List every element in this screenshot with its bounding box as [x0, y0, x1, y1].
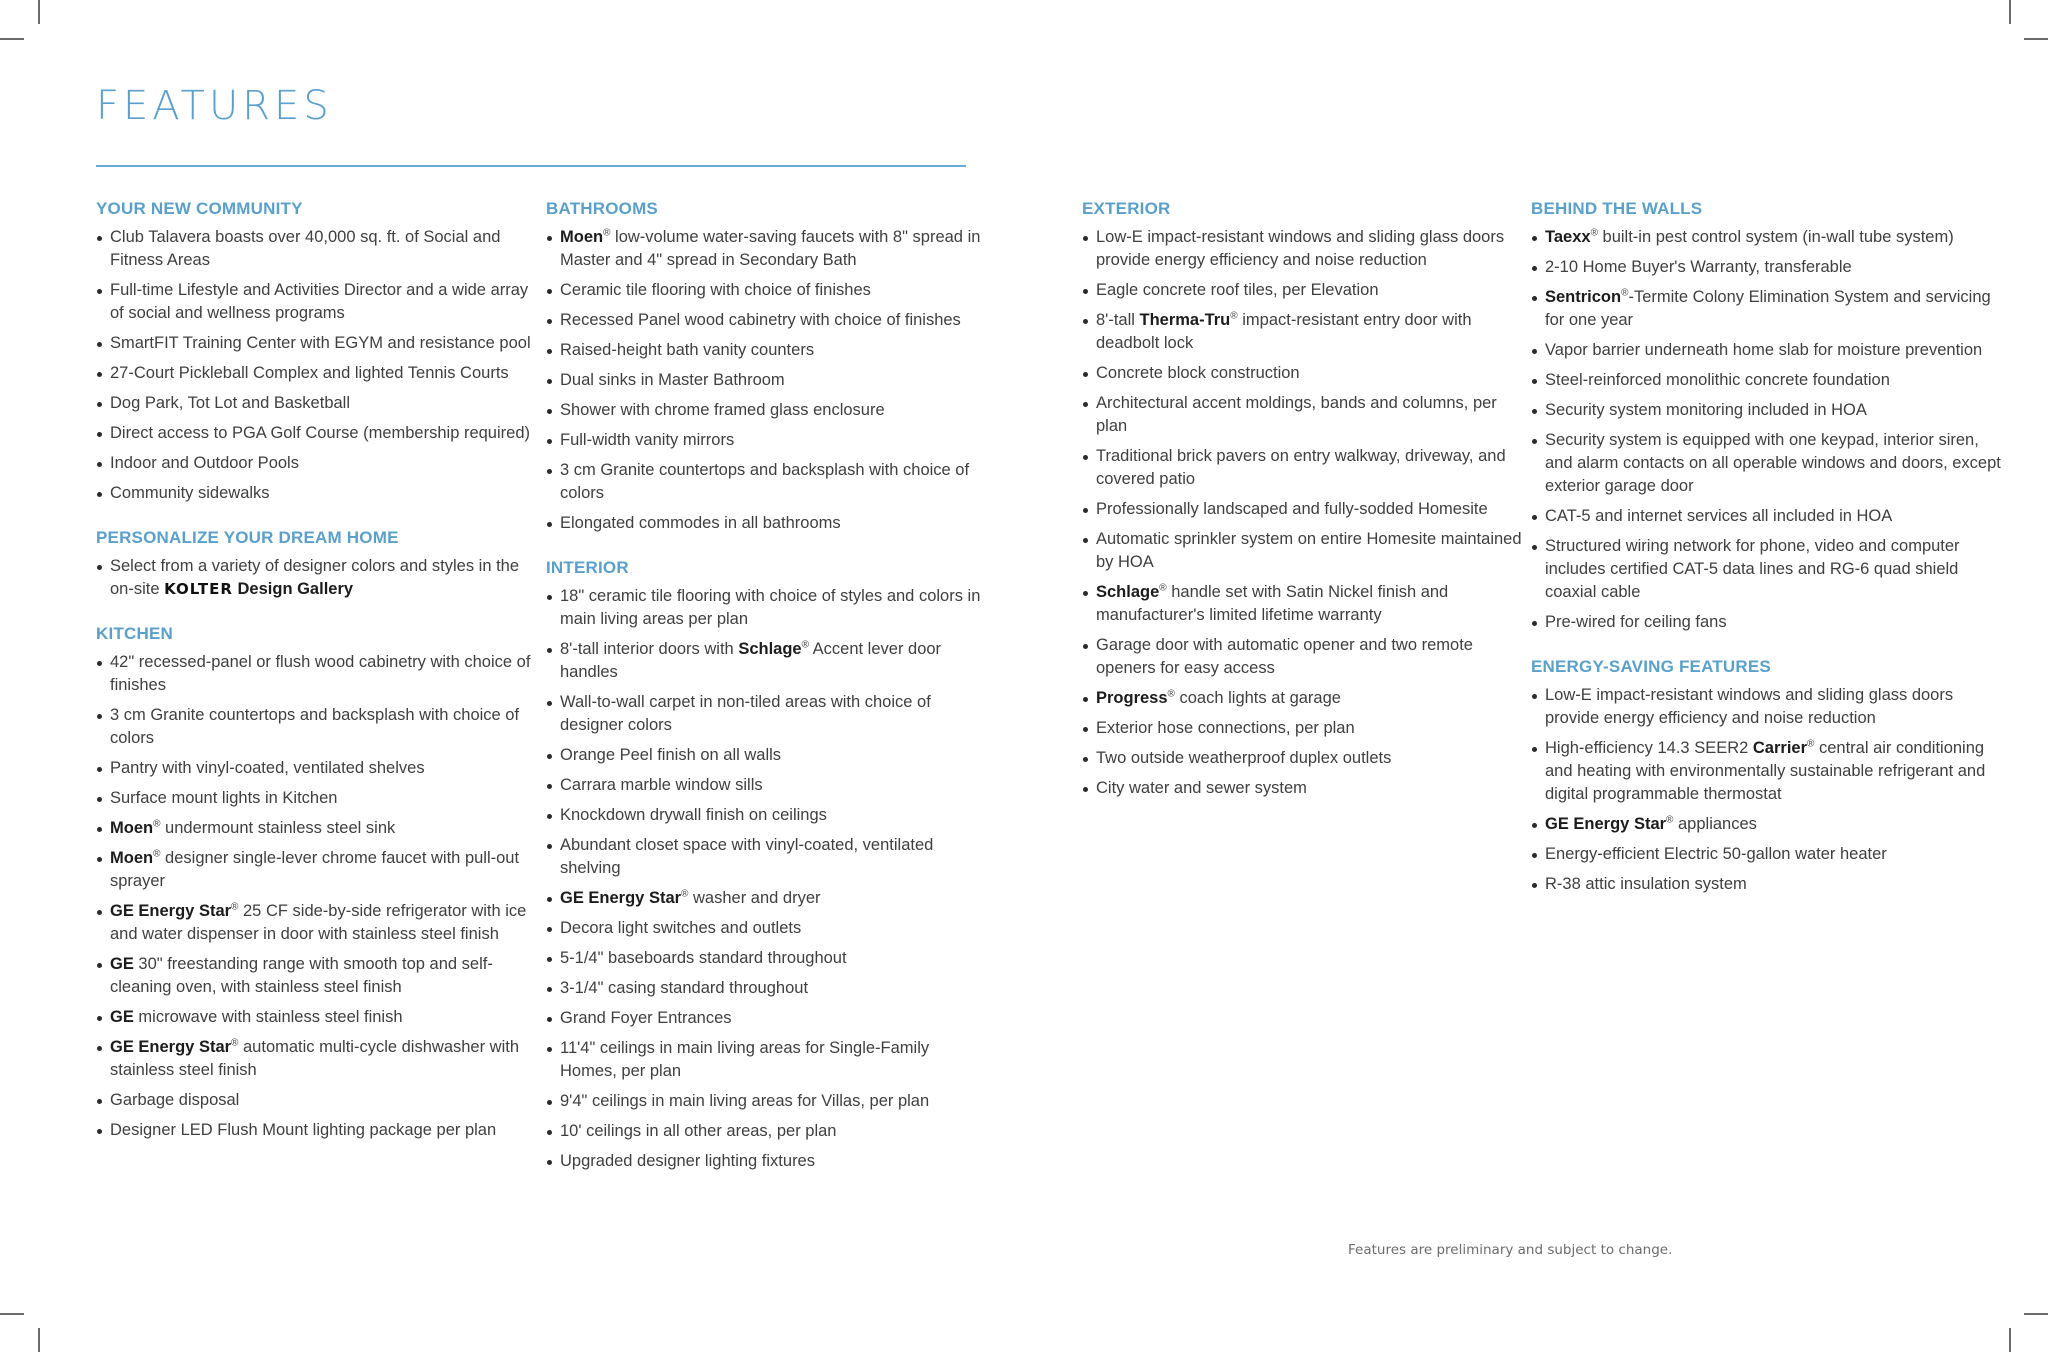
brand-name: GE: [110, 1008, 134, 1026]
feature-item: [1531, 399, 2001, 422]
feature-text: R-38 attic insulation system: [1545, 875, 1747, 893]
feature-text: 25 CF side-by-side refrigerator with ice and water dispenser in door with stainless steel finish: [110, 902, 527, 943]
feature-item: [546, 917, 986, 940]
feature-item: [96, 787, 536, 810]
registered-mark: ®: [1666, 814, 1674, 826]
feature-item: [546, 309, 986, 332]
feature-item: [1082, 747, 1522, 770]
feature-item: [546, 691, 986, 737]
feature-item: [546, 1090, 986, 1113]
feature-text: Energy-efficient Electric 50-gallon water heater: [1545, 845, 1887, 863]
feature-text: Garage door with automatic opener and two remote openers for easy access: [1096, 636, 1473, 677]
feature-text: handle set with Satin Nickel finish and manufacturer's limited lifetime warranty: [1096, 583, 1449, 624]
registered-mark: ®: [153, 848, 161, 860]
crop-mark: [0, 1313, 24, 1315]
feature-item: [1531, 737, 2001, 806]
feature-item: [1531, 339, 2001, 362]
registered-mark: ®: [1807, 738, 1815, 750]
crop-mark: [2024, 38, 2048, 40]
feature-item: [1082, 581, 1522, 627]
feature-text: Accent lever door handles: [560, 640, 942, 681]
feature-item: [96, 847, 536, 893]
brand-name: GE: [110, 955, 134, 973]
feature-text: central air conditioning and heating with environmentally sustainable refrigerant and digital programmable thermostat: [1545, 739, 1986, 803]
feature-text: 3-1/4" casing standard throughout: [560, 979, 809, 997]
feature-text: Eagle concrete roof tiles, per Elevation: [1096, 281, 1379, 299]
feature-item: [96, 392, 536, 415]
feature-item: [96, 226, 536, 272]
registered-mark: ®: [1167, 688, 1175, 700]
feature-text: Raised-height bath vanity counters: [560, 341, 815, 359]
feature-item: [1082, 309, 1522, 355]
feature-item: [1082, 528, 1522, 574]
brand-name: Sentricon: [1545, 288, 1622, 306]
feature-text: 2-10 Home Buyer's Warranty, transferable: [1545, 258, 1852, 276]
crop-mark: [38, 0, 40, 24]
feature-text: designer single-lever chrome faucet with pull-out sprayer: [110, 849, 520, 890]
column-4: [1531, 198, 2001, 918]
column-1: [96, 198, 536, 1164]
registered-mark: ®: [1230, 310, 1238, 322]
section-heading: KITCHEN: [96, 624, 173, 643]
feature-text: Ceramic tile flooring with choice of finishes: [560, 281, 871, 299]
registered-mark: ®: [153, 818, 161, 830]
brand-name: Therma-Tru: [1139, 311, 1231, 329]
feature-item: [96, 332, 536, 355]
feature-text: Security system monitoring included in HOA: [1545, 401, 1867, 419]
feature-text: High-efficiency 14.3 SEER2: [1545, 739, 1753, 757]
feature-item: [1082, 279, 1522, 302]
feature-list: [1082, 226, 1522, 800]
section-interior: [546, 557, 986, 1173]
registered-mark: ®: [603, 227, 611, 239]
registered-mark: ®: [801, 639, 809, 651]
feature-text: Orange Peel finish on all walls: [560, 746, 782, 764]
feature-item: [1531, 873, 2001, 896]
feature-text: Pantry with vinyl-coated, ventilated shelves: [110, 759, 425, 777]
title-divider: [96, 165, 966, 167]
feature-item: [546, 1150, 986, 1173]
feature-item: [546, 638, 986, 684]
crop-mark: [0, 38, 24, 40]
feature-text: built-in pest control system (in-wall tube system): [1597, 228, 1954, 246]
feature-item: [546, 226, 986, 272]
feature-text: Select from a variety of designer colors and styles in the on-site: [110, 557, 520, 598]
feature-item: [96, 452, 536, 475]
section-heading: EXTERIOR: [1082, 199, 1171, 218]
feature-item: [1082, 634, 1522, 680]
section-heading: BEHIND THE WALLS: [1531, 199, 1703, 218]
feature-text: Concrete block construction: [1096, 364, 1300, 382]
feature-item: [546, 834, 986, 880]
feature-item: [546, 459, 986, 505]
feature-item: [96, 1089, 536, 1112]
section-bathrooms: [546, 198, 986, 535]
feature-item: [1082, 498, 1522, 521]
feature-item: [1531, 843, 2001, 866]
feature-item: [96, 555, 536, 601]
feature-list: [96, 651, 536, 1142]
feature-item: [1531, 256, 2001, 279]
feature-item: [1082, 445, 1522, 491]
feature-text: Club Talavera boasts over 40,000 sq. ft. of Social and Fitness Areas: [110, 228, 501, 269]
feature-text: City water and sewer system: [1096, 779, 1307, 797]
feature-text: Wall-to-wall carpet in non-tiled areas with choice of designer colors: [560, 693, 931, 734]
column-3: [1082, 198, 1522, 822]
feature-item: [1531, 429, 2001, 498]
feature-text: 3 cm Granite countertops and backsplash with choice of colors: [560, 461, 970, 502]
brand-name: Moen: [560, 228, 604, 246]
crop-mark: [2009, 1328, 2011, 1352]
registered-mark: ®: [1621, 287, 1629, 299]
feature-item: [1531, 684, 2001, 730]
feature-item: [96, 422, 536, 445]
feature-item: [546, 1037, 986, 1083]
feature-text: Carrara marble window sills: [560, 776, 763, 794]
feature-text: undermount stainless steel sink: [160, 819, 396, 837]
section-your-new-community: [96, 198, 536, 505]
feature-item: [96, 362, 536, 385]
registered-mark: ®: [681, 888, 689, 900]
feature-text: Two outside weatherproof duplex outlets: [1096, 749, 1392, 767]
feature-list: [546, 585, 986, 1173]
feature-item: [1531, 611, 2001, 634]
feature-item: [96, 1036, 536, 1082]
feature-text: Dog Park, Tot Lot and Basketball: [110, 394, 351, 412]
feature-text: 10' ceilings in all other areas, per plan: [560, 1122, 837, 1140]
feature-text: 27-Court Pickleball Complex and lighted Tennis Courts: [110, 364, 509, 382]
crop-mark: [38, 1328, 40, 1352]
feature-text: 30" freestanding range with smooth top and self-cleaning oven, with stainless steel finish: [110, 955, 493, 996]
feature-list: [1531, 226, 2001, 634]
section-behind-the-walls: [1531, 198, 2001, 634]
feature-text: CAT-5 and internet services all included in HOA: [1545, 507, 1893, 525]
feature-text: Designer LED Flush Mount lighting package per plan: [110, 1121, 497, 1139]
section-kitchen: [96, 623, 536, 1142]
feature-text: 42" recessed-panel or flush wood cabinetry with choice of finishes: [110, 653, 531, 694]
brand-name: Taexx: [1545, 228, 1591, 246]
brand-name: GE Energy Star: [110, 1038, 232, 1056]
feature-item: [1531, 535, 2001, 604]
feature-item: [546, 804, 986, 827]
section-heading: PERSONALIZE YOUR DREAM HOME: [96, 528, 399, 547]
crop-mark: [2009, 0, 2011, 24]
feature-item: [546, 279, 986, 302]
feature-item: [1082, 226, 1522, 272]
feature-item: [1082, 777, 1522, 800]
feature-item: [1531, 286, 2001, 332]
feature-item: [546, 512, 986, 535]
feature-text: Indoor and Outdoor Pools: [110, 454, 299, 472]
feature-text: automatic multi-cycle dishwasher with stainless steel finish: [110, 1038, 520, 1079]
brand-name: GE Energy Star: [110, 902, 232, 920]
feature-text: microwave with stainless steel finish: [133, 1008, 403, 1026]
feature-text: Upgraded designer lighting fixtures: [560, 1152, 815, 1170]
feature-text: impact-resistant entry door with deadbolt lock: [1096, 311, 1472, 352]
feature-text: Pre-wired for ceiling fans: [1545, 613, 1727, 631]
feature-item: [546, 774, 986, 797]
feature-item: [1531, 813, 2001, 836]
feature-item: [546, 744, 986, 767]
feature-text: 11'4" ceilings in main living areas for Single-Family Homes, per plan: [560, 1039, 930, 1080]
feature-text: Structured wiring network for phone, video and computer includes certified CAT-5 data lines and RG-6 quad shield coaxial cable: [1545, 537, 1960, 601]
feature-text: Abundant closet space with vinyl-coated, ventilated shelving: [560, 836, 934, 877]
feature-text: 18" ceramic tile flooring with choice of styles and colors in main living areas per plan: [560, 587, 981, 628]
feature-text: Full-width vanity mirrors: [560, 431, 735, 449]
crop-mark: [2024, 1313, 2048, 1315]
feature-item: [96, 651, 536, 697]
feature-text: Surface mount lights in Kitchen: [110, 789, 338, 807]
registered-mark: ®: [231, 901, 239, 913]
brand-name: Design Gallery: [232, 580, 354, 598]
feature-text: Steel-reinforced monolithic concrete foundation: [1545, 371, 1890, 389]
feature-text: Architectural accent moldings, bands and columns, per plan: [1096, 394, 1497, 435]
footnote-disclaimer: Features are preliminary and subject to change.: [1348, 1242, 1673, 1258]
feature-item: [546, 585, 986, 631]
section-heading: INTERIOR: [546, 558, 629, 577]
feature-item: [1531, 226, 2001, 249]
feature-item: [96, 1119, 536, 1142]
feature-text: Decora light switches and outlets: [560, 919, 802, 937]
feature-text: Community sidewalks: [110, 484, 270, 502]
feature-item: [96, 757, 536, 780]
brand-name: Schlage: [738, 640, 802, 658]
feature-text: Vapor barrier underneath home slab for moisture prevention: [1545, 341, 1983, 359]
brand-name: Carrier: [1752, 739, 1808, 757]
feature-item: [546, 887, 986, 910]
feature-item: [546, 1007, 986, 1030]
kolter-logo: KOLTER: [164, 580, 233, 598]
feature-item: [546, 977, 986, 1000]
feature-text: Traditional brick pavers on entry walkway, driveway, and covered patio: [1096, 447, 1506, 488]
feature-text: Automatic sprinkler system on entire Homesite maintained by HOA: [1096, 530, 1522, 571]
feature-item: [96, 482, 536, 505]
column-2: [546, 198, 986, 1195]
feature-text: 8'-tall interior doors with: [560, 640, 739, 658]
feature-text: Full-time Lifestyle and Activities Director and a wide array of social and wellness programs: [110, 281, 529, 322]
page-title: FEATURES: [96, 83, 333, 129]
feature-text: Grand Foyer Entrances: [560, 1009, 732, 1027]
feature-item: [546, 429, 986, 452]
feature-item: [1082, 392, 1522, 438]
brand-name: Progress: [1096, 689, 1168, 707]
feature-text: 9'4" ceilings in main living areas for Villas, per plan: [560, 1092, 930, 1110]
feature-text: Low-E impact-resistant windows and sliding glass doors provide energy efficiency and noise reduction: [1096, 228, 1505, 269]
feature-item: [96, 704, 536, 750]
section-heading: YOUR NEW COMMUNITY: [96, 199, 303, 218]
feature-item: [1082, 717, 1522, 740]
feature-text: 8'-tall: [1096, 311, 1140, 329]
brand-name: Schlage: [1096, 583, 1160, 601]
feature-text: Garbage disposal: [110, 1091, 240, 1109]
registered-mark: ®: [1590, 227, 1598, 239]
feature-item: [546, 947, 986, 970]
feature-item: [96, 1006, 536, 1029]
feature-text: washer and dryer: [688, 889, 821, 907]
section-personalize-your-dream-home: [96, 527, 536, 601]
feature-item: [546, 339, 986, 362]
feature-text: Dual sinks in Master Bathroom: [560, 371, 785, 389]
feature-text: Low-E impact-resistant windows and sliding glass doors provide energy efficiency and noise reduction: [1545, 686, 1954, 727]
feature-item: [1082, 687, 1522, 710]
section-heading: BATHROOMS: [546, 199, 658, 218]
feature-item: [546, 399, 986, 422]
feature-item: [96, 953, 536, 999]
feature-text: Recessed Panel wood cabinetry with choice of finishes: [560, 311, 961, 329]
feature-item: [1531, 505, 2001, 528]
brand-name: Moen: [110, 849, 154, 867]
feature-text: Professionally landscaped and fully-sodded Homesite: [1096, 500, 1488, 518]
feature-text: Shower with chrome framed glass enclosure: [560, 401, 885, 419]
feature-text: Security system is equipped with one keypad, interior siren, and alarm contacts on all operable windows and doors, except exterior garage door: [1545, 431, 2001, 495]
section-heading: ENERGY-SAVING FEATURES: [1531, 657, 1771, 676]
feature-text: Elongated commodes in all bathrooms: [560, 514, 841, 532]
registered-mark: ®: [231, 1037, 239, 1049]
section-exterior: [1082, 198, 1522, 800]
brand-name: GE Energy Star: [1545, 815, 1667, 833]
feature-text: 5-1/4" baseboards standard throughout: [560, 949, 847, 967]
feature-item: [546, 369, 986, 392]
feature-item: [96, 279, 536, 325]
section-energy-saving-features: [1531, 656, 2001, 896]
feature-item: [96, 900, 536, 946]
feature-text: low-volume water-saving faucets with 8" spread in Master and 4" spread in Secondary Bath: [560, 228, 981, 269]
feature-text: -Termite Colony Elimination System and servicing for one year: [1545, 288, 1991, 329]
feature-text: 3 cm Granite countertops and backsplash with choice of colors: [110, 706, 520, 747]
registered-mark: ®: [1159, 582, 1167, 594]
feature-item: [96, 817, 536, 840]
feature-text: Exterior hose connections, per plan: [1096, 719, 1355, 737]
brand-name: GE Energy Star: [560, 889, 682, 907]
feature-list: [1531, 684, 2001, 896]
feature-item: [1531, 369, 2001, 392]
feature-text: coach lights at garage: [1174, 689, 1341, 707]
feature-text: Direct access to PGA Golf Course (membership required): [110, 424, 530, 442]
feature-text: appliances: [1673, 815, 1757, 833]
feature-item: [546, 1120, 986, 1143]
feature-item: [1082, 362, 1522, 385]
feature-list: [96, 226, 536, 505]
brand-name: Moen: [110, 819, 154, 837]
feature-list: [96, 555, 536, 601]
feature-list: [546, 226, 986, 535]
feature-text: SmartFIT Training Center with EGYM and resistance pool: [110, 334, 531, 352]
feature-text: Knockdown drywall finish on ceilings: [560, 806, 827, 824]
